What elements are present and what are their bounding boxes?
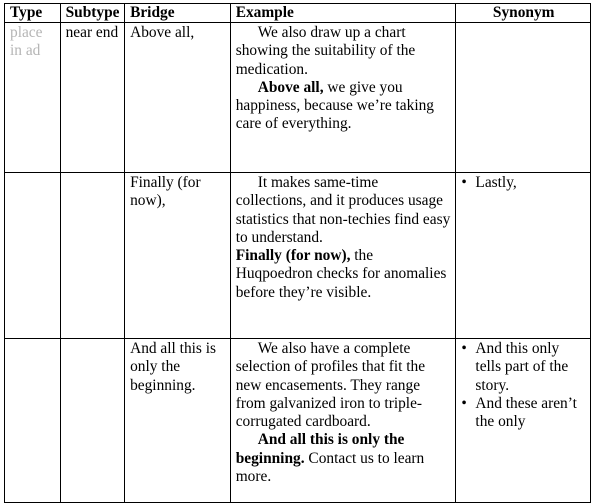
synonym-item: • And this only tells part of the story. — [461, 340, 586, 395]
synonym-cell — [456, 23, 591, 173]
header-type: Type — [5, 4, 61, 23]
bridge-cell: Above all, — [125, 23, 231, 173]
phrase-table — [4, 3, 591, 503]
header-bridge: Bridge — [125, 4, 231, 23]
type-cell: place in ad — [5, 23, 61, 173]
example-paragraph — [236, 79, 452, 134]
bridge-highlight: Finally (for now), — [235, 247, 351, 265]
subtype-cell: near end — [60, 23, 124, 173]
example-paragraph: We also have a complete selection of profiles that fit the new encasements. They range from galvanized iron to triple-corrugated cardboard. — [235, 340, 426, 431]
type-cell — [5, 173, 61, 339]
table-row — [5, 173, 591, 339]
header-synonym: Synonym — [456, 4, 591, 23]
example-text: the Huqpoedron checks for anomalies before they’re visible. — [235, 247, 447, 301]
example-cell — [230, 23, 456, 173]
bridge-cell: Finally (for now), — [125, 173, 231, 339]
bridge-highlight: And all this is only the beginning. — [235, 431, 405, 467]
header-subtype: Subtype — [60, 4, 124, 23]
example-cell — [230, 339, 456, 503]
synonym-list — [461, 174, 586, 192]
synonym-item: • And these aren’t the only — [461, 395, 586, 432]
table-row — [5, 23, 591, 173]
example-cell — [230, 173, 456, 339]
subtype-cell — [60, 173, 124, 339]
table-row — [5, 339, 591, 503]
header-example: Example — [230, 4, 456, 23]
bridge-highlight: Above all, — [257, 78, 324, 96]
example-text: Contact us to learn more. — [235, 449, 425, 486]
example-paragraph: We also draw up a chart showing the suitability of the medication. — [235, 24, 416, 78]
example-paragraph — [236, 431, 452, 486]
type-cell — [5, 339, 61, 503]
subtype-cell — [60, 339, 124, 503]
synonym-cell — [456, 173, 591, 339]
example-paragraph — [236, 247, 452, 302]
bridge-cell: And all this is only the beginning. — [125, 339, 231, 503]
synonym-item: • Lastly, — [461, 174, 586, 192]
synonym-list — [461, 340, 586, 431]
header-row — [5, 4, 591, 23]
example-paragraph: It makes same-time collections, and it produces usage statistics that non-techies find easy to understand. — [235, 174, 451, 246]
example-text: we give you happiness, because we’re taking care of everything. — [235, 78, 434, 133]
synonym-cell — [456, 339, 591, 503]
